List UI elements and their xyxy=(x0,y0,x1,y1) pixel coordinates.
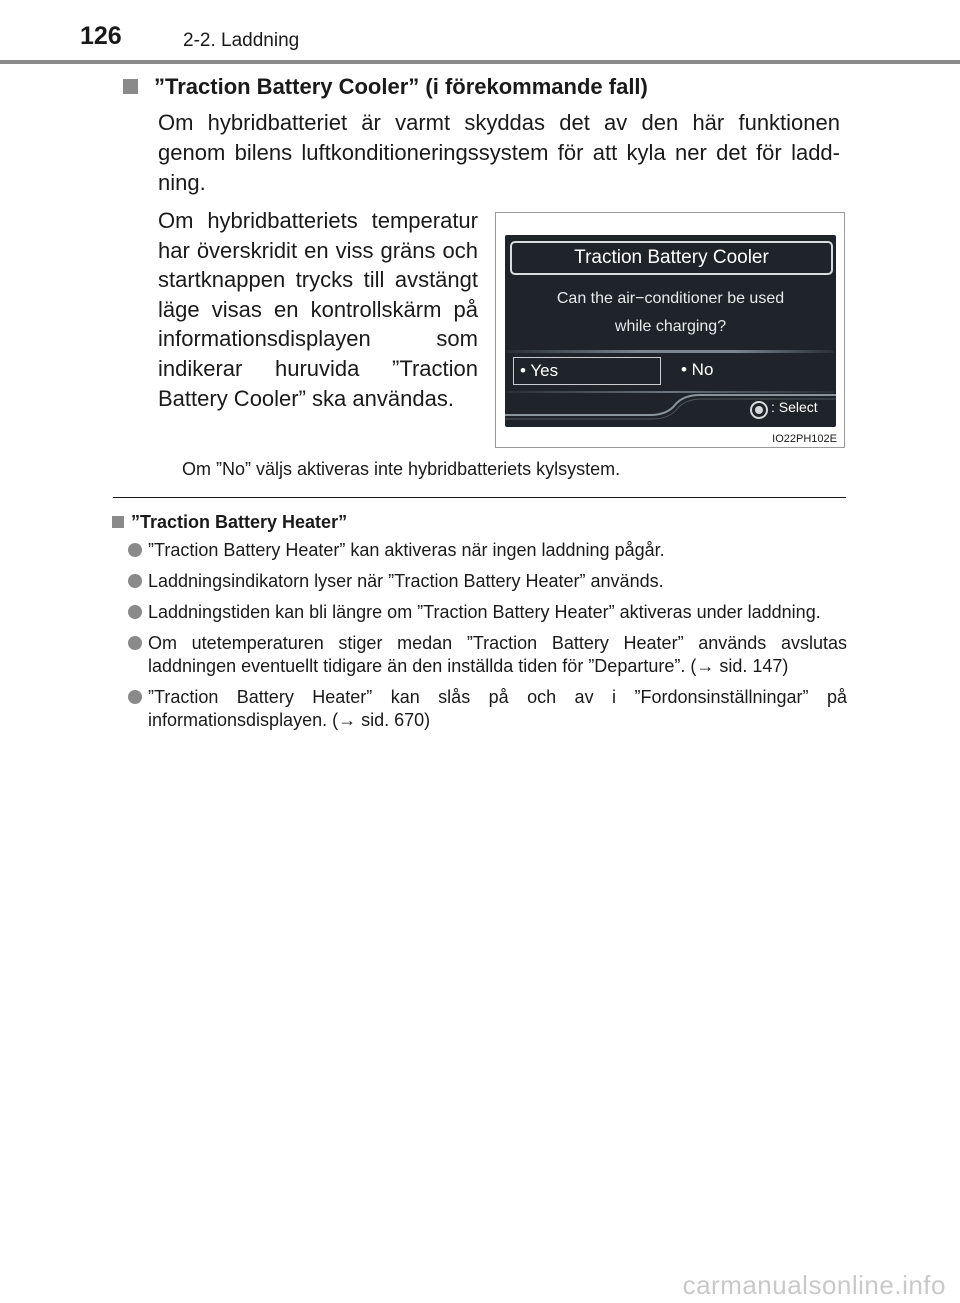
round-bullet-icon xyxy=(128,574,142,588)
cooler-paragraph-1: Om hybridbatteriet är varmt skyddas det av den här funktionen genom bilens luftkonditioneringssystem för att kyla ner det för laddning. xyxy=(158,110,840,195)
heater-heading xyxy=(112,512,347,533)
list-item-text: Om utetemperaturen stiger medan ”Traction Battery Heater” används avslutas laddningen eventuellt tidigare än den inställda tiden för ”Departure”. (→ sid. 147) xyxy=(148,633,847,676)
watermark: carmanualsonline.info xyxy=(682,1270,946,1300)
cooler-heading-text: ”Traction Battery Cooler” (i förekommande fall) xyxy=(154,74,648,99)
round-bullet-icon xyxy=(128,543,142,557)
select-label: : Select xyxy=(771,399,818,415)
list-item xyxy=(128,570,847,593)
option-no: • No xyxy=(681,360,714,379)
heater-heading-text: ”Traction Battery Heater” xyxy=(131,512,348,532)
list-item xyxy=(128,539,847,562)
section-label: 2-2. Laddning xyxy=(183,30,300,51)
display-illustration xyxy=(495,212,845,448)
list-item xyxy=(128,686,847,732)
list-item-text: ”Traction Battery Heater” kan aktiveras när ingen laddning pågår. xyxy=(148,540,665,560)
screen-title: Traction Battery Cooler xyxy=(510,241,833,275)
cooler-paragraph-2: Om hybridbatteriets temperatur har överskridit en viss gräns och startknappen trycks till avstängt läge visas en kontrollskärm på informationsdisplayen som indikerar huruvida ”Traction Battery Cooler” ska användas. xyxy=(158,208,478,411)
list-item-text: Laddningsindikatorn lyser när ”Traction Battery Heater” används. xyxy=(148,571,664,591)
cooler-heading xyxy=(123,74,648,100)
screen-question: Can the air−conditioner be used while charging? xyxy=(556,290,785,335)
list-item-text: ”Traction Battery Heater” kan slås på och av i ”Fordonsinställningar” på informationsdisplayen. (→ sid. 670) xyxy=(148,687,847,730)
section-divider xyxy=(113,497,846,498)
info-display-screen xyxy=(505,235,836,427)
list-item-text: Laddningstiden kan bli längre om ”Traction Battery Heater” aktiveras under laddning. xyxy=(148,602,821,622)
figure-code: IO22PH102E xyxy=(772,433,837,445)
square-bullet-icon xyxy=(123,79,138,94)
heater-bullet-list xyxy=(128,539,847,740)
select-knob-icon xyxy=(750,401,768,419)
square-bullet-icon xyxy=(112,516,124,528)
round-bullet-icon xyxy=(128,636,142,650)
header-rule xyxy=(0,60,960,64)
cooler-note: Om ”No” väljs aktiveras inte hybridbatteriets kylsystem. xyxy=(182,459,621,479)
screen-divider xyxy=(507,350,834,353)
page-number: 126 xyxy=(80,22,122,50)
list-item xyxy=(128,632,847,678)
round-bullet-icon xyxy=(128,605,142,619)
option-yes: • Yes xyxy=(513,357,661,385)
list-item xyxy=(128,601,847,624)
round-bullet-icon xyxy=(128,690,142,704)
